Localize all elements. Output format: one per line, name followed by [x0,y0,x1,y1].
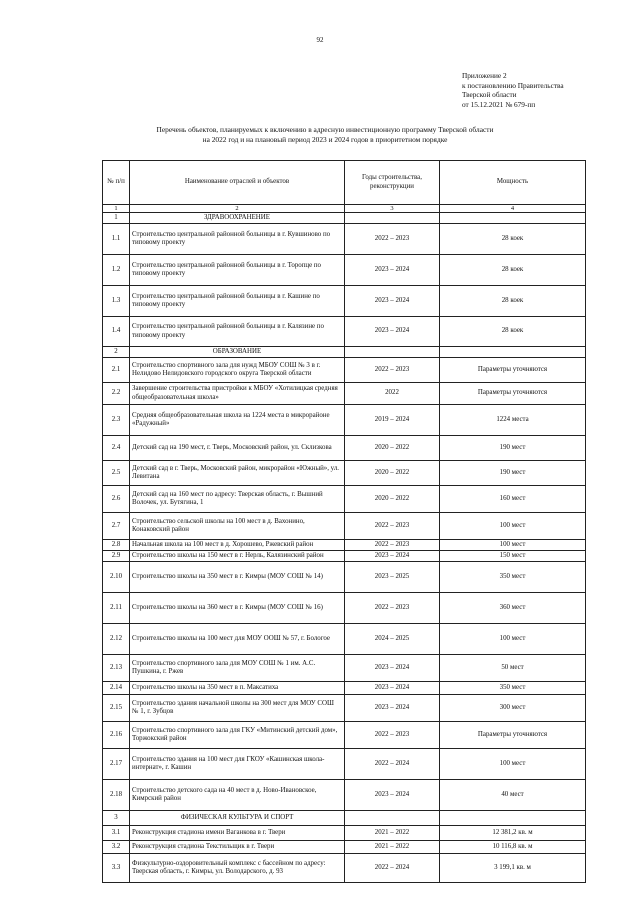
row-years: 2022 – 2024 [345,749,440,780]
table-row [103,624,586,655]
row-name: Строительство школы на 150 мест в г. Нерль, Калязинский район [130,551,345,562]
row-number: 1 [103,213,130,224]
section-row [103,213,586,224]
row-capacity: 28 коек [440,224,586,255]
row-name: Строительство спортивного зала для ГКУ «Митинский детский дом», Торжокский район [130,722,345,749]
row-capacity: 1224 места [440,405,586,436]
row-capacity: 100 мест [440,513,586,540]
table-row [103,317,586,347]
row-years: 2023 – 2024 [345,255,440,286]
row-number: 2.17 [103,749,130,780]
table-row [103,255,586,286]
row-number: 3.2 [103,841,130,854]
row-years: 2022 [345,383,440,405]
index-cell: 1 [103,205,130,213]
row-years: 2023 – 2024 [345,682,440,695]
row-number: 2.10 [103,562,130,593]
row-name: Строительство сельской школы на 100 мест в д. Вахонино, Конаковский район [130,513,345,540]
row-name: Строительство центральной районной больницы в г. Кашине по типовому проекту [130,286,345,317]
row-capacity: 12 381,2 кв. м [440,826,586,841]
row-capacity: 10 116,8 кв. м [440,841,586,854]
row-number: 3 [103,811,130,826]
table-row [103,682,586,695]
appendix-line: Тверской области [462,90,517,100]
index-cell: 3 [345,205,440,213]
row-years: 2022 – 2023 [345,358,440,383]
row-years: 2019 – 2024 [345,405,440,436]
row-name: Строительство школы на 350 мест в г. Кимры (МОУ СОШ № 14) [130,562,345,593]
table-row [103,540,586,551]
row-capacity: 100 мест [440,624,586,655]
row-years [345,347,440,358]
row-number: 2.8 [103,540,130,551]
row-capacity: 350 мест [440,682,586,695]
row-capacity: 28 коек [440,286,586,317]
header-years: Годы строительства, реконструкции [345,161,440,205]
row-name: Завершение строительства пристройки к МБОУ «Хотилицкая средняя общеобразовательная школа» [130,383,345,405]
row-number: 1.4 [103,317,130,347]
row-capacity: 100 мест [440,749,586,780]
table-row [103,841,586,854]
row-capacity: 40 мест [440,780,586,811]
row-number: 2.5 [103,461,130,486]
table-row [103,749,586,780]
row-number: 2.16 [103,722,130,749]
row-years: 2022 – 2024 [345,854,440,883]
row-number: 2.14 [103,682,130,695]
row-capacity: 3 199,1 кв. м [440,854,586,883]
row-years [345,811,440,826]
row-capacity: 160 мест [440,486,586,513]
row-capacity: 190 мест [440,461,586,486]
row-number: 2.9 [103,551,130,562]
row-years: 2021 – 2022 [345,826,440,841]
row-name: Строительство спортивного зала для нужд МБОУ СОШ № 3 в г. Нелидово Нелидовского городского округа Тверской области [130,358,345,383]
row-name: Реконструкция стадиона Текстильщик в г. Твери [130,841,345,854]
table-row [103,486,586,513]
table-row [103,593,586,624]
row-name: ФИЗИЧЕСКАЯ КУЛЬТУРА И СПОРТ [130,811,345,826]
row-name: Строительство школы на 350 мест в п. Максатиха [130,682,345,695]
table-row [103,854,586,883]
index-cell: 2 [130,205,345,213]
row-number: 2.11 [103,593,130,624]
row-name: Строительство детского сада на 40 мест в д. Ново-Ивановское, Кимрский район [130,780,345,811]
row-number: 2.15 [103,695,130,722]
row-capacity: 150 мест [440,551,586,562]
row-capacity: 100 мест [440,540,586,551]
row-number: 3.1 [103,826,130,841]
appendix-line: от 15.12.2021 № 679-пп [462,99,536,109]
table-row [103,224,586,255]
row-years: 2023 – 2024 [345,317,440,347]
row-name: Строительство школы на 360 мест в г. Кимры (МОУ СОШ № 16) [130,593,345,624]
section-row [103,347,586,358]
table-row [103,826,586,841]
row-number: 1.1 [103,224,130,255]
row-number: 1.2 [103,255,130,286]
table-row [103,358,586,383]
table-row [103,655,586,682]
table-row [103,562,586,593]
row-capacity [440,811,586,826]
appendix-heading [462,71,564,109]
row-number: 2 [103,347,130,358]
table-row [103,286,586,317]
row-number: 2.3 [103,405,130,436]
row-name: Строительство центральной районной больницы в г. Калязине по типовому проекту [130,317,345,347]
row-name: Средняя общеобразовательная школа на 1224 места в микрорайоне «Радужный» [130,405,345,436]
table-row [103,436,586,461]
title-line: на 2022 год и на плановый период 2023 и 2024 годов в приоритетном порядке [202,135,448,144]
table-header-row [103,161,586,205]
objects-table [102,160,586,883]
row-name: Строительство центральной районной больницы в г. Кувшиново по типовому проекту [130,224,345,255]
row-name: Строительство школы на 100 мест для МОУ ООШ № 57, г. Бологое [130,624,345,655]
row-capacity: Параметры уточняются [440,358,586,383]
row-capacity: 50 мест [440,655,586,682]
row-capacity: 360 мест [440,593,586,624]
row-years: 2020 – 2022 [345,461,440,486]
row-years: 2023 – 2025 [345,562,440,593]
row-years: 2022 – 2023 [345,224,440,255]
row-capacity [440,213,586,224]
row-name: Начальная школа на 100 мест в д. Хорошево, Ржевский район [130,540,345,551]
row-years: 2023 – 2024 [345,551,440,562]
table-row [103,695,586,722]
table-row [103,461,586,486]
row-years: 2020 – 2022 [345,436,440,461]
table-index-row [103,205,586,213]
row-number: 2.13 [103,655,130,682]
row-number: 2.7 [103,513,130,540]
row-number: 2.6 [103,486,130,513]
row-name: ЗДРАВООХРАНЕНИЕ [130,213,345,224]
row-capacity: 28 коек [440,317,586,347]
header-num: № п/п [103,161,130,205]
row-capacity [440,347,586,358]
header-name: Наименование отраслей и объектов [130,161,345,205]
row-name: Строительство центральной районной больницы в г. Торопце по типовому проекту [130,255,345,286]
document-title [60,125,590,145]
row-number: 2.18 [103,780,130,811]
row-years: 2020 – 2022 [345,486,440,513]
row-years: 2023 – 2024 [345,695,440,722]
row-capacity: Параметры уточняются [440,722,586,749]
table-row [103,722,586,749]
appendix-line: Приложение 2 [462,71,507,80]
table-row [103,405,586,436]
section-row [103,811,586,826]
row-name: Детский сад на 160 мест по адресу: Тверская область, г. Вышний Волочек, ул. Бутягина, 1 [130,486,345,513]
row-name: Детский сад на 190 мест, г. Тверь, Московский район, ул. Склизкова [130,436,345,461]
row-number: 2.12 [103,624,130,655]
row-number: 2.1 [103,358,130,383]
row-years: 2023 – 2024 [345,780,440,811]
row-name: Детский сад в г. Тверь, Московский район, микрорайон «Южный», ул. Левитана [130,461,345,486]
row-number: 2.2 [103,383,130,405]
table-row [103,551,586,562]
row-name: Строительство спортивного зала для МОУ СОШ № 1 им. А.С. Пушкина, г. Ржев [130,655,345,682]
row-number: 2.4 [103,436,130,461]
row-years: 2022 – 2023 [345,513,440,540]
index-cell: 4 [440,205,586,213]
row-capacity: 190 мест [440,436,586,461]
row-years [345,213,440,224]
row-capacity: 28 коек [440,255,586,286]
row-name: Реконструкция стадиона имени Ваганкова в г. Твери [130,826,345,841]
row-name: Строительство здания начальной школы на 300 мест для МОУ СОШ № 1, г. Зубцов [130,695,345,722]
page-number: 92 [316,36,324,44]
row-number: 3.3 [103,854,130,883]
table-row [103,780,586,811]
row-years: 2024 – 2025 [345,624,440,655]
appendix-line: к постановлению Правительства [462,80,564,90]
row-years: 2021 – 2022 [345,841,440,854]
row-capacity: 350 мест [440,562,586,593]
row-years: 2022 – 2023 [345,722,440,749]
row-number: 1.3 [103,286,130,317]
table-body [103,213,586,883]
row-years: 2023 – 2024 [345,286,440,317]
row-years: 2022 – 2023 [345,593,440,624]
row-capacity: Параметры уточняются [440,383,586,405]
row-name: Строительство здания на 100 мест для ГКОУ «Кашинская школа-интернат», г. Кашин [130,749,345,780]
row-years: 2022 – 2023 [345,540,440,551]
row-capacity: 300 мест [440,695,586,722]
row-name: Физкультурно-оздоровительный комплекс с бассейном по адресу: Тверская область, г. Кимры, ул. Володарского, д. 93 [130,854,345,883]
title-line: Перечень объектов, планируемых к включению в адресную инвестиционную программу Тверской области [156,125,494,134]
row-name: ОБРАЗОВАНИЕ [130,347,345,358]
header-capacity: Мощность [440,161,586,205]
table-row [103,383,586,405]
row-years: 2023 – 2024 [345,655,440,682]
table-row [103,513,586,540]
